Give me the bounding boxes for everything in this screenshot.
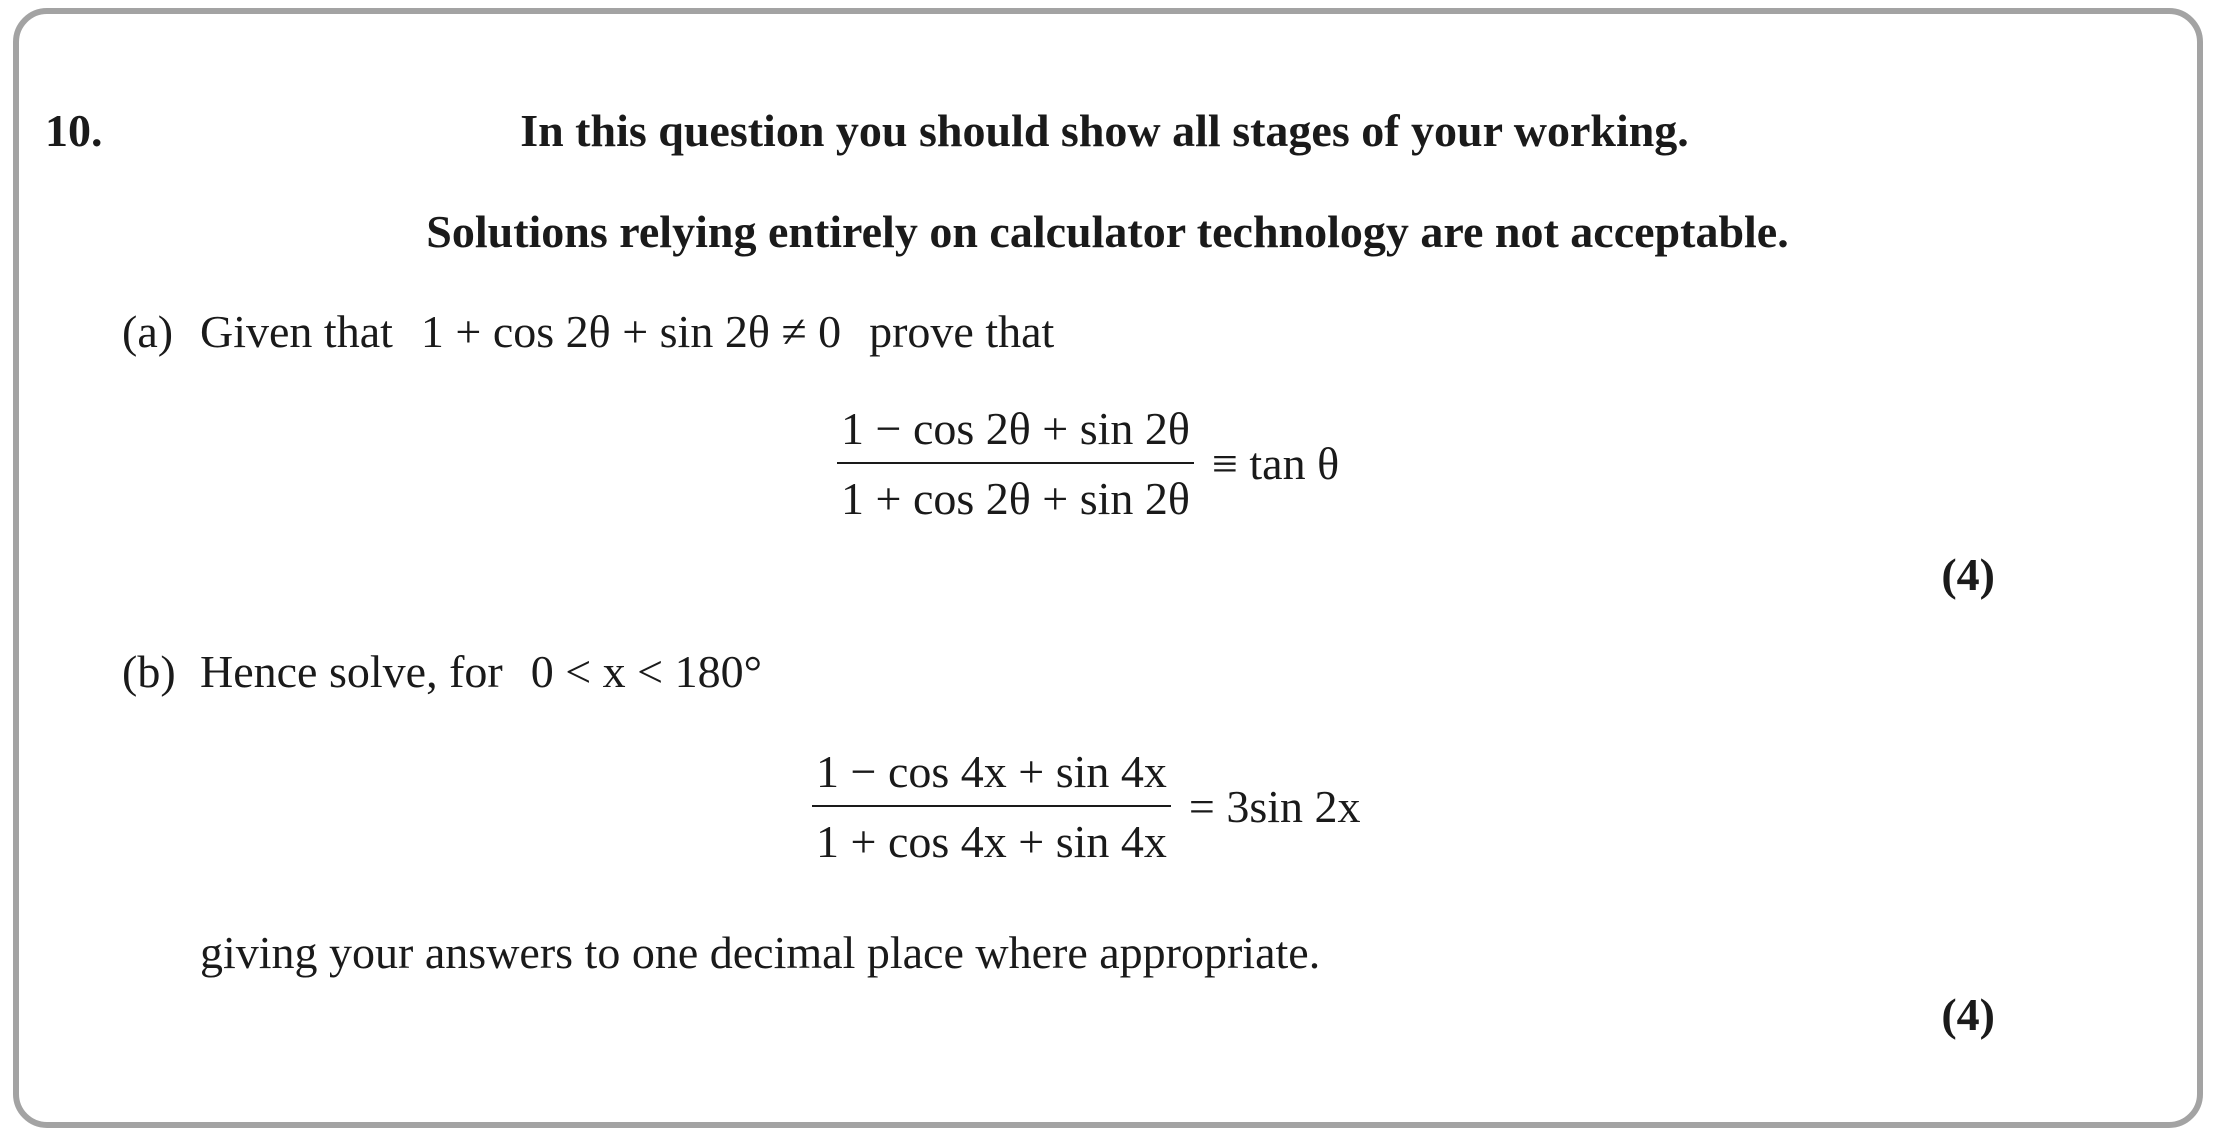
part-a-text-before: Given that: [200, 306, 393, 357]
part-b-statement: [200, 645, 762, 698]
part-b-rhs: = 3sin 2x: [1188, 781, 1361, 832]
part-b-equation: [812, 743, 1361, 870]
part-a-marks: (4): [1941, 549, 1995, 600]
question-number: 10.: [45, 105, 103, 156]
part-b-denominator: 1 + cos 4x + sin 4x: [816, 815, 1167, 867]
part-a-label: (a): [122, 306, 174, 357]
instruction-show-working-text: In this question you should show all stages of your working.: [520, 105, 1689, 156]
part-b-marks: (4): [1941, 989, 1995, 1040]
part-b-fraction: [812, 743, 1171, 870]
part-a-fraction-bar: [837, 462, 1194, 464]
part-a-numerator: 1 − cos 2θ + sin 2θ: [841, 403, 1190, 454]
part-a-condition: 1 + cos 2θ + sin 2θ ≠ 0: [420, 306, 842, 357]
part-a-statement: [200, 305, 1054, 358]
part-a-fraction: [837, 400, 1194, 527]
instruction-show-working: [0, 104, 2215, 157]
part-b-instruction: giving your answers to one decimal place where appropriate.: [200, 927, 1321, 978]
part-b-numerator: 1 − cos 4x + sin 4x: [816, 746, 1167, 797]
part-b-text-before: Hence solve, for: [200, 646, 503, 697]
part-a-denominator: 1 + cos 2θ + sin 2θ: [841, 472, 1190, 524]
part-b-range: 0 < x < 180°: [530, 646, 762, 697]
part-b-fraction-bar: [812, 805, 1171, 807]
part-a-text-after: prove that: [869, 306, 1055, 357]
instruction-no-calculator: Solutions relying entirely on calculator technology are not acceptable.: [426, 206, 1789, 257]
part-b-label: (b): [122, 646, 176, 697]
part-a-identity: [837, 400, 1339, 527]
part-a-rhs: ≡ tan θ: [1211, 438, 1340, 489]
